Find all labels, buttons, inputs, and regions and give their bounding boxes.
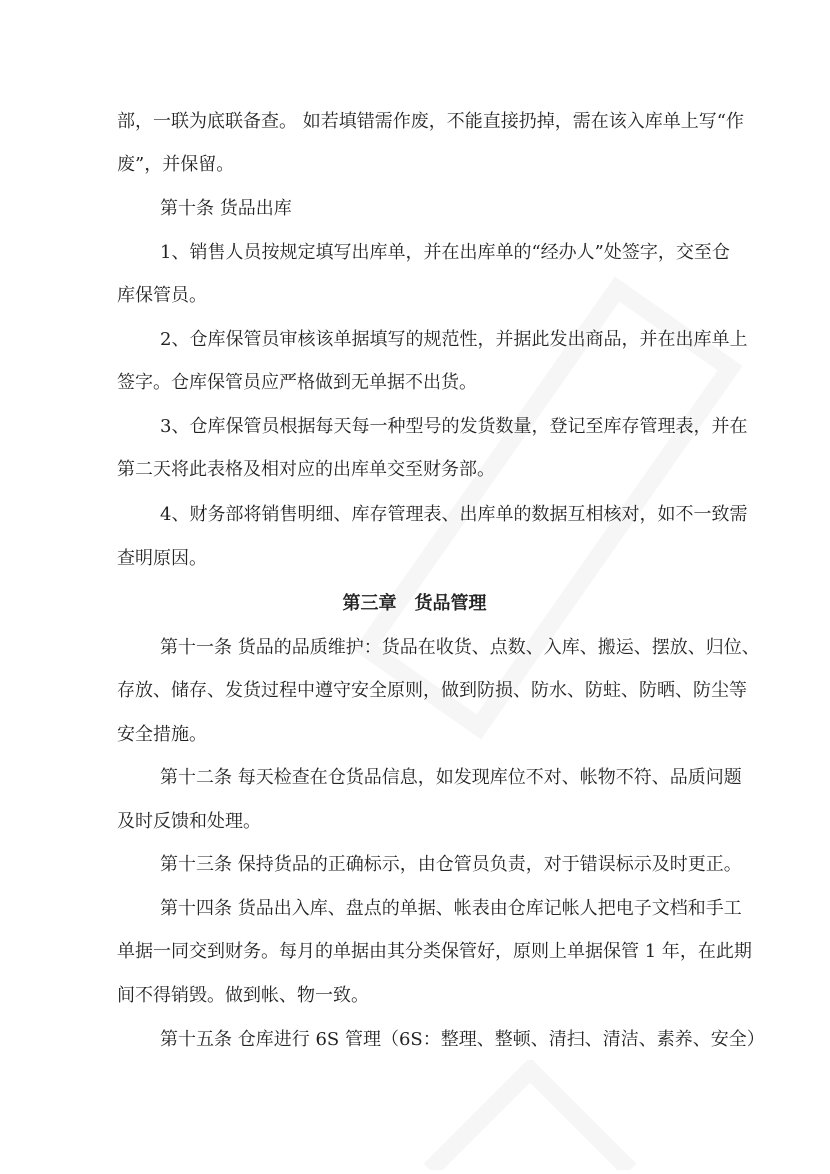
paragraph-line: 第十四条 货品出入库、盘点的单据、帐表由仓库记帐人把电子文档和手工 xyxy=(160,898,742,919)
paragraph-line: 存放、储存、发货过程中遵守安全原则，做到防损、防水、防蛀、防晒、防尘等 xyxy=(117,680,747,701)
chapter-heading: 第三章 货品管理 xyxy=(342,593,487,614)
watermark xyxy=(420,1060,640,1170)
paragraph-line: 安全措施。 xyxy=(117,724,207,745)
paragraph-line: 库保管员。 xyxy=(117,285,207,306)
paragraph-line: 第十五条 仓库进行 6S 管理（6S：整理、整顿、清扫、清洁、素养、安全） xyxy=(160,1029,765,1050)
paragraph-line: 部，一联为底联备查。 如若填错需作废，不能直接扔掉，需在该入库单上写“作 xyxy=(117,111,744,132)
paragraph-line: 4、财务部将销售明细、库存管理表、出库单的数据互相核对，如不一致需 xyxy=(160,504,748,525)
paragraph-line: 废”，并保留。 xyxy=(117,154,235,175)
paragraph-line: 第十三条 保持货品的正确标示，由仓管员负责，对于错误标示及时更正。 xyxy=(160,854,742,875)
paragraph-line: 查明原因。 xyxy=(117,548,207,569)
paragraph-line: 第十二条 每天检查在仓货品信息，如发现库位不对、帐物不符、品质问题 xyxy=(160,767,742,788)
paragraph-line: 第二天将此表格及相对应的出库单交至财务部。 xyxy=(117,459,495,480)
paragraph-line: 1、销售人员按规定填写出库单，并在出库单的“经办人”处签字，交至仓 xyxy=(160,242,730,263)
paragraph-line: 3、仓库保管员根据每天每一种型号的发货数量，登记至库存管理表，并在 xyxy=(160,416,748,437)
article-title: 第十条 货品出库 xyxy=(160,198,292,219)
paragraph-line: 间不得销毁。做到帐、物一致。 xyxy=(117,985,369,1006)
paragraph-line: 2、仓库保管员审核该单据填写的规范性，并据此发出商品，并在出库单上 xyxy=(160,329,748,350)
paragraph-line: 签字。仓库保管员应严格做到无单据不出货。 xyxy=(117,372,477,393)
paragraph-line: 第十一条 货品的品质维护：货品在收货、点数、入库、搬运、摆放、归位、 xyxy=(160,637,760,658)
paragraph-line: 单据一同交到财务。每月的单据由其分类保管好，原则上单据保管 1 年，在此期 xyxy=(117,941,752,962)
paragraph-line: 及时反馈和处理。 xyxy=(117,811,261,832)
